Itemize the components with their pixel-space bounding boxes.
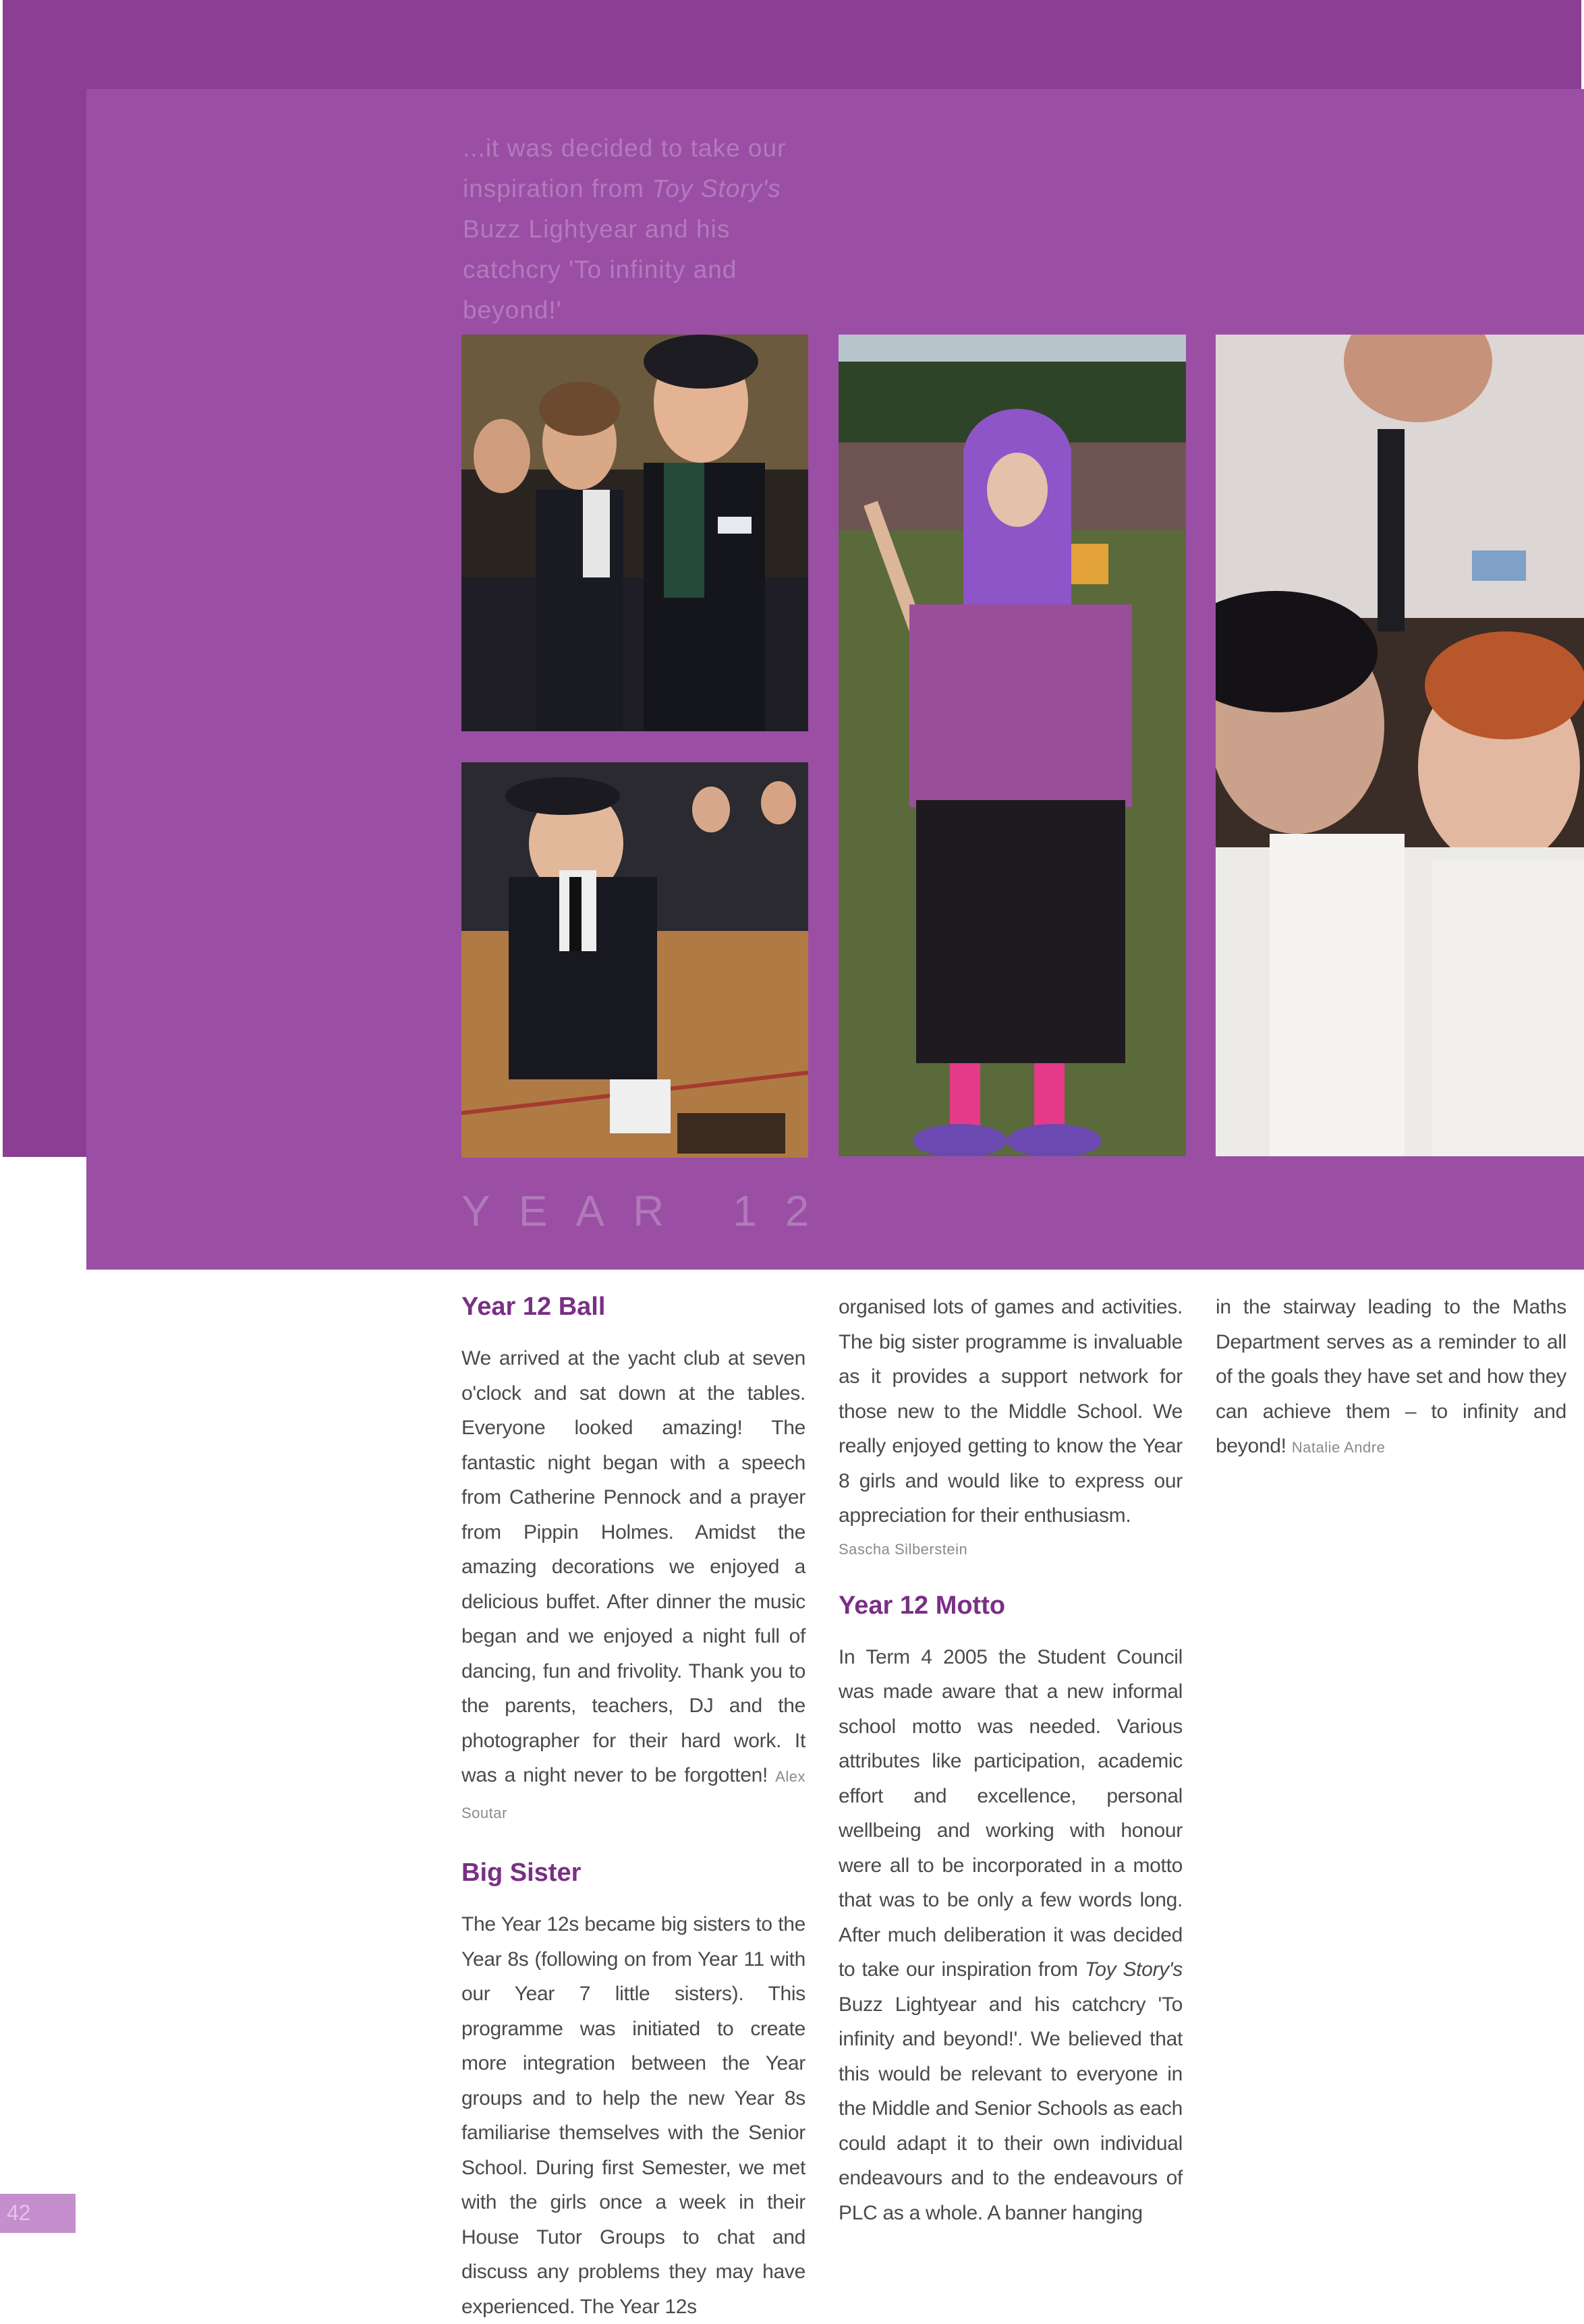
author-alex-soutar: Alex Soutar	[461, 1768, 805, 1821]
photo-students-laughing	[461, 335, 808, 731]
big-sister-continued-text: organised lots of games and activities. The big sister programme is invaluable as it provides a support network for those new to the Middle School. We really enjoyed getting to know the Year 8 girls and would like to express our appreciation for their enthusiasm.	[839, 1296, 1183, 1527]
heading-big-sister: Big Sister	[461, 1859, 582, 1887]
motto-text-end: Buzz Lightyear and his catchcry 'To infinity and beyond!'. We believed that this would be relevant to everyone in the Middle and Senior Schools as each could adapt it to their own individual endeavours and to the endeavours of PLC as a whole. A banner hanging	[839, 1993, 1183, 2224]
text-column-2	[839, 1290, 1183, 2230]
pull-quote	[463, 128, 814, 331]
motto-text-start: In Term 4 2005 the Student Council was made aware that a new informal school motto was needed. Various attributes like participation, academic effort and excellence, personal wellbeing and working with honour were all to be incorporated in a motto that was to be only a few words long. After much deliberation it was decided to take our inspiration from	[839, 1645, 1183, 1981]
article-body-year-12-ball	[461, 1341, 805, 1830]
article-body-year-12-motto-part2	[1216, 1290, 1566, 1465]
author-sascha-silberstein: Sascha Silberstein	[839, 1540, 968, 1558]
article-body-year-12-motto	[839, 1640, 1183, 2231]
page-number: 42	[7, 2201, 31, 2225]
article-body-big-sister-part1: The Year 12s became big sisters to the Year 8s (following on from Year 11 with our Year 7 little sisters). This programme was initiated to create more integration between the Year groups and to help the new Year 8s familiarise themselves with the Senior School. During first Semester, we met with the girls once a week in their House Tutor Groups to chat and discuss any problems they may have experienced. The Year 12s	[461, 1913, 805, 2318]
article-body-big-sister-part2	[839, 1290, 1183, 1563]
heading-year-12-ball: Year 12 Ball	[461, 1293, 606, 1321]
photo-student-on-floor	[461, 762, 808, 1158]
section-label-year-12: YEAR 12	[461, 1187, 838, 1235]
photo-purple-wig-costume	[839, 335, 1186, 1156]
quote-text-start: ...it was decided to take our inspiration from	[463, 134, 787, 202]
quote-italic-title: Toy Story's	[652, 175, 781, 202]
year-12-ball-text: We arrived at the yacht club at seven o'clock and sat down at the tables. Everyone looked amazing! The fantastic night began with a speech from Catherine Pennock and a prayer from Pippin Holmes. Amidst the amazing decorations we enjoyed a delicious buffet. After dinner the music began and we enjoyed a night full of dancing, fun and frivolity. Thank you to the parents, teachers, DJ and the photographer for their hard work. It was a night never to be forgotten!	[461, 1347, 805, 1786]
text-column-1	[461, 1290, 805, 2324]
photo-students-white-shirts	[1216, 335, 1584, 1156]
text-column-3	[1216, 1290, 1566, 1465]
author-natalie-andre: Natalie Andre	[1291, 1439, 1386, 1456]
motto-italic-title: Toy Story's	[1084, 1958, 1183, 1981]
quote-text-end: Buzz Lightyear and his catchcry 'To infinity and beyond!'	[463, 215, 737, 324]
motto-continued-text: in the stairway leading to the Maths Department serves as a reminder to all of the goals they have set and how they can achieve them – to infinity and beyond!	[1216, 1296, 1566, 1457]
heading-year-12-motto: Year 12 Motto	[839, 1591, 1006, 1620]
